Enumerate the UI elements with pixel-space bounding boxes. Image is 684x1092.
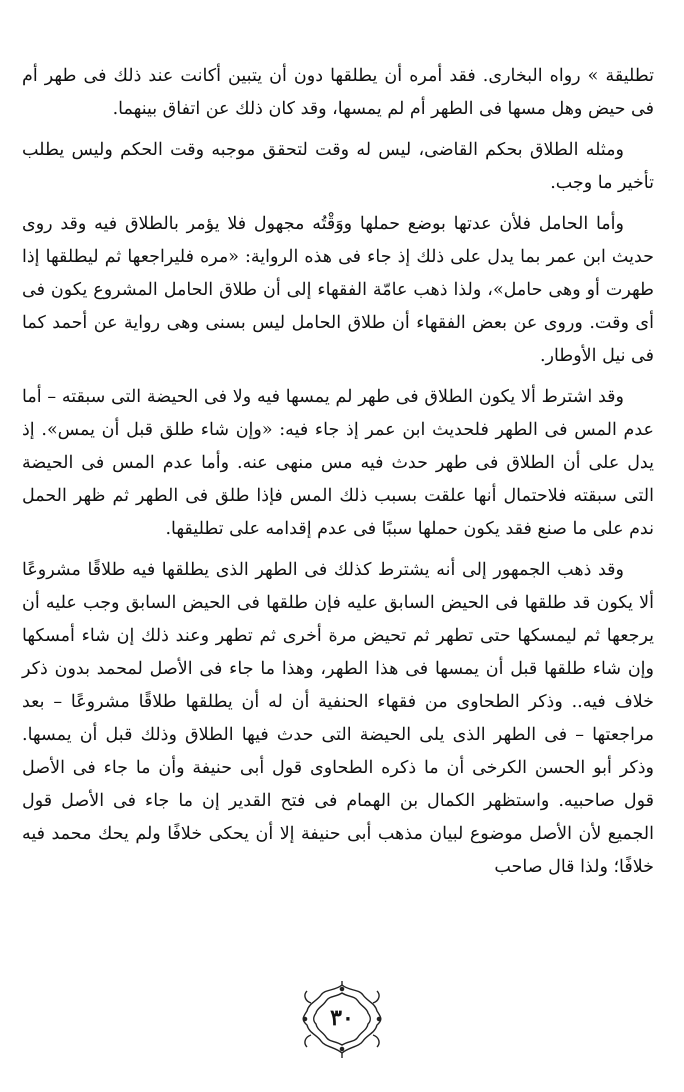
paragraph-3: وأما الحامل فلأن عدتها بوضع حملها ووَقْتُه مجهول فلا يؤمر بالطلاق فيه وقد روى حديث ابن عمر بما يدل على ذلك إذ جاء فى هذه الرواية: «مره فليراجعها ثم ليطلقها إذا طهرت أو وهى حامل»، ولذا ذهب عامّة الفقهاء إلى أن طلاق الحامل المشروع يكون فى أى وقت. وروى عن بعض الفقهاء أن طلاق الحامل ليس بسنى وهى رواية عن أحمد كما فى نيل الأوطار. [22, 214, 654, 366]
document-body [22, 60, 654, 892]
paragraph-2: ومثله الطلاق بحكم القاضى، ليس له وقت لتحقق موجبه وقت الحكم وليس يطلب تأخير ما وجب. [22, 140, 654, 193]
paragraph-4: وقد اشترط ألا يكون الطلاق فى طهر لم يمسها فيه ولا فى الحيضة التى سبقته – أما عدم المس فى الطهر فلحديث ابن عمر إذ جاء فيه: «وإن شاء طلق قبل أن يمس». إذ يدل على أن الطلاق فى طهر حدث فيه مس منهى عنه. وأما عدم المس فى الحيضة التى سبقته فلاحتمال أنها علقت بسبب ذلك المس فإذا طلق فى الطهر ثم ظهر الحمل ندم على ما صنع فقد يكون حملها سببًا فى عدم إقدامه على تطليقها. [22, 387, 654, 539]
page-number-ornament [297, 981, 387, 1059]
paragraph-1: تطليقة » رواه البخارى. فقد أمره أن يطلقها دون أن يتبين أكانت عند ذلك فى طهر أم فى حيض وهل مسها فى الطهر أم لم يمسها، وقد كان ذلك عن اتفاق بينهما. [22, 66, 654, 119]
paragraph-5: وقد ذهب الجمهور إلى أنه يشترط كذلك فى الطهر الذى يطلقها فيه طلاقًا مشروعًا ألا يكون قد طلقها فى الحيض السابق عليه فإن طلقها فى الحيض السابق وجب عليه أن يرجعها ثم ليمسكها حتى تطهر ثم تحيض مرة أخرى ثم تطهر وعند ذلك إن شاء أمسكها وإن شاء طلقها قبل أن يمسها فى هذا الطهر، وهذا ما جاء فى الأصل لمحمد بدون ذكر خلاف فيه.. وذكر الطحاوى من فقهاء الحنفية أن له أن يطلقها طلاقًا مشروعًا – بعد مراجعتها – فى الطهر الذى يلى الحيضة التى حدث فيها الطلاق وذلك قبل أن يمسها. وذكر أبو الحسن الكرخى أن ما ذكره الطحاوى قول أبى حنيفة وأن ما جاء فى الأصل قول صاحبيه. واستظهر الكمال بن الهمام فى فتح القدير إن ما جاء فى الأصل قول الجميع لأن الأصل موضوع لبيان مذهب أبى حنيفة إلا أن يحكى خلافًا ولم يحك محمد فيه خلافًا؛ ولذا قال صاحب [22, 560, 654, 877]
page-footer [0, 980, 684, 1060]
page-number: ٣٠ [330, 1005, 354, 1031]
